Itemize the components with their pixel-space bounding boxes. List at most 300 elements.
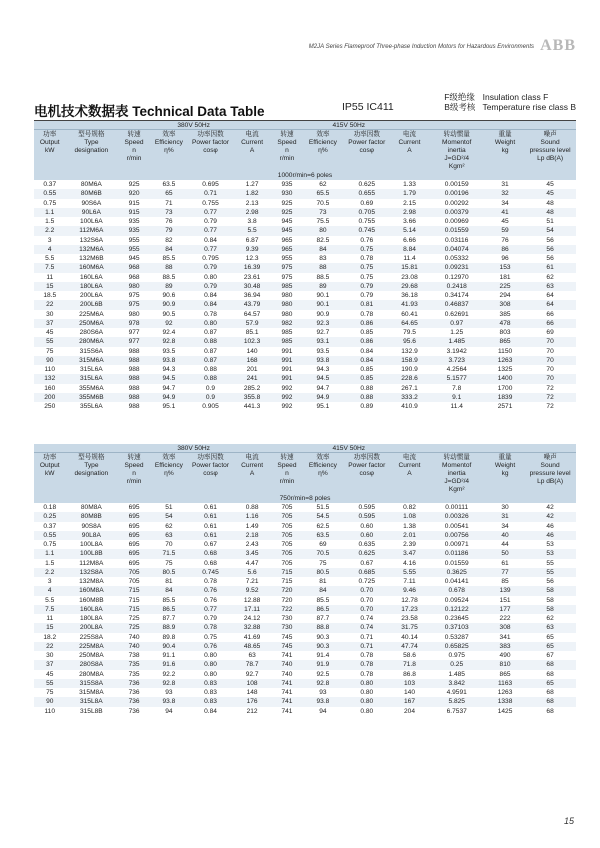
table-cell: 91.6 — [151, 660, 187, 669]
table-cell: 2.13 — [245, 199, 259, 207]
table-cell: 7.5 — [34, 263, 65, 272]
table-cell: 65 — [546, 633, 554, 641]
table-cell: 4.16 — [403, 559, 416, 567]
table-row — [34, 236, 576, 245]
table-cell: 988 — [117, 393, 151, 402]
col-header-current — [234, 130, 270, 172]
table-cell: 0.61 — [187, 512, 234, 521]
table-cell: 0.65825 — [427, 642, 485, 651]
table-cell: 62 — [546, 615, 554, 623]
table-cell: 64 — [546, 292, 554, 300]
voltage-blank — [34, 444, 117, 453]
table-cell: 333.2 — [392, 393, 428, 402]
col-header-line: 功率因数 — [353, 454, 380, 461]
table-cell: 705 — [270, 512, 304, 521]
table-cell: 86.5 — [151, 605, 187, 614]
table-cell: 0.04141 — [444, 578, 469, 586]
table-cell: 158.9 — [392, 356, 428, 365]
table-cell: 0.625 — [342, 549, 391, 558]
table-cell: 0.71 — [360, 633, 374, 641]
col-header-line: Power factor — [192, 139, 230, 146]
table-cell: 740 — [281, 670, 293, 678]
poles-label: 1000r/min=6 poles — [34, 171, 576, 180]
table-cell: 70 — [165, 541, 173, 549]
table-cell: 865 — [499, 670, 511, 678]
table-cell: 3.66 — [403, 218, 416, 226]
table-cell: 945 — [128, 255, 140, 263]
temprise-en: Temperature rise class B — [482, 102, 576, 112]
col-header-line: Current — [398, 462, 421, 469]
table-cell: 0.85 — [360, 329, 374, 337]
table-6-poles — [34, 121, 576, 411]
table-cell: 63 — [524, 282, 576, 291]
col-header-line: 电流 — [402, 454, 417, 461]
page-title: 电机技术数据表 Technical Data Table — [34, 104, 265, 119]
table-cell: 225 — [486, 282, 524, 291]
table-cell: 75 — [319, 559, 327, 567]
table-cell: 695 — [128, 504, 140, 512]
table-cell: 0.75 — [360, 273, 374, 281]
table-cell: 0.78 — [204, 310, 217, 318]
table-cell: 0.625 — [358, 181, 376, 189]
table-cell: 92.8 — [151, 679, 187, 688]
table-cell: 73 — [304, 208, 342, 217]
table-cell: 0.70 — [342, 605, 391, 614]
col-header-line: 转速 — [280, 454, 294, 461]
table-cell: 930 — [270, 189, 304, 198]
table-cell: 204 — [403, 707, 415, 715]
table-cell: 315L6A — [65, 374, 117, 383]
table-cell: 73 — [151, 208, 187, 217]
table-cell: 0.78 — [187, 623, 234, 632]
table-cell: 3 — [47, 578, 52, 586]
table-cell: 85.5 — [316, 596, 330, 604]
table-cell: 66 — [546, 310, 554, 318]
table-cell: 40 — [486, 531, 524, 540]
col-header-line: A — [249, 147, 255, 154]
table-cell: 1150 — [497, 347, 513, 355]
table-cell: 5.5 — [45, 255, 55, 263]
table-cell: 77 — [486, 568, 524, 577]
table-cell: 988 — [128, 384, 140, 392]
table-cell: 925 — [128, 181, 140, 189]
table-row — [34, 180, 576, 189]
table-cell: 92.5 — [316, 670, 330, 678]
table-cell: 110 — [44, 707, 55, 715]
table-cell: 715 — [128, 596, 140, 604]
col-header-output — [34, 130, 65, 172]
table-cell: 975 — [270, 263, 304, 272]
table-cell: 91.1 — [162, 652, 176, 660]
col-header-line: n — [285, 147, 289, 154]
table-row — [34, 512, 576, 521]
table-cell: 88 — [304, 263, 342, 272]
table-row — [34, 596, 576, 605]
table-cell: 132M6B — [79, 255, 104, 263]
table-cell: 63.5 — [304, 531, 342, 540]
table-cell: 0.09524 — [444, 596, 469, 604]
table-cell: 80M8B — [65, 512, 117, 521]
table-cell: 0.37103 — [427, 623, 485, 632]
col-header-inertia — [427, 130, 485, 172]
table-cell: 75 — [46, 347, 54, 355]
table-cell: 92.4 — [162, 329, 176, 337]
col-header-noise — [524, 130, 576, 172]
table-cell: 0.89 — [360, 403, 374, 411]
table-cell: 0.00971 — [444, 541, 469, 549]
col-header-line: η% — [164, 470, 174, 477]
table-cell: 0.80 — [342, 679, 391, 688]
table-cell: 69 — [546, 329, 554, 337]
table-cell: 75 — [165, 559, 173, 567]
table-cell: 0.55 — [34, 189, 65, 198]
table-row — [34, 614, 576, 623]
table-cell: 0.71 — [187, 189, 234, 198]
table-cell: 977 — [117, 337, 151, 346]
table-cell: 9.46 — [392, 586, 428, 595]
col-header-line: η% — [318, 147, 328, 154]
table-cell: 0.655 — [342, 189, 391, 198]
table-cell: 0.745 — [342, 226, 391, 235]
table-row — [34, 559, 576, 568]
col-header-pf — [342, 130, 391, 172]
table-cell: 11 — [46, 615, 54, 623]
table-cell: 705 — [281, 559, 293, 567]
table-cell: 41 — [486, 208, 524, 217]
table-cell: 315L8B — [79, 707, 103, 715]
table-cell: 0.00541 — [444, 522, 469, 530]
col-header-line: r/min — [279, 478, 295, 485]
table-cell: 90.3 — [316, 633, 330, 641]
table-cell: 18.2 — [43, 633, 57, 641]
table-row — [34, 679, 576, 688]
col-header-pf — [187, 130, 234, 172]
table-cell: 79.5 — [403, 329, 416, 337]
col-header-line: r/min — [126, 155, 142, 162]
col-header-output — [34, 453, 65, 495]
table-cell: 0.725 — [358, 578, 376, 586]
table-cell: 695 — [117, 512, 151, 521]
col-header-line: Momentof — [442, 139, 472, 146]
table-cell: 0.76 — [187, 586, 234, 595]
table-cell: 695 — [128, 541, 140, 549]
table-cell: 865 — [486, 337, 524, 346]
table-row — [34, 586, 576, 595]
table-cell: 0.2418 — [427, 282, 485, 291]
voltage-380: 380V 50Hz — [117, 121, 270, 130]
table-cell: 90.6 — [162, 292, 176, 300]
table-cell: 715 — [270, 568, 304, 577]
col-header-line: 功率 — [43, 454, 57, 461]
table-cell: 48.65 — [234, 642, 270, 651]
table-cell: 94 — [165, 707, 173, 715]
table-cell: 705 — [270, 531, 304, 540]
table-cell: 2.15 — [403, 199, 416, 207]
table-cell: 65 — [524, 642, 576, 651]
table-cell: 132 — [34, 374, 65, 383]
col-header-line: 功率因数 — [197, 131, 224, 138]
table-row — [34, 688, 576, 697]
table-cell: 2.01 — [392, 531, 428, 540]
table-cell: 988 — [128, 366, 140, 374]
table-cell: 741 — [281, 707, 293, 715]
table-row — [34, 328, 576, 337]
table-row — [34, 503, 576, 512]
table-cell: 1700 — [497, 384, 513, 392]
table-cell: 92.3 — [304, 319, 342, 328]
table-cell: 70 — [524, 374, 576, 383]
table-cell: 441.3 — [243, 403, 261, 411]
table-cell: 68 — [546, 707, 554, 715]
table-row — [34, 623, 576, 632]
col-header-line: 型号规格 — [78, 454, 105, 461]
table-cell: 0.84 — [204, 292, 217, 300]
table-cell: 3.723 — [427, 356, 485, 365]
table-cell: 94.3 — [316, 366, 330, 374]
table-cell: 985 — [270, 282, 304, 291]
table-cell: 1425 — [497, 707, 513, 715]
table-cell: 0.87 — [187, 356, 234, 365]
table-cell: 34 — [501, 199, 509, 207]
table-cell: 5.6 — [234, 568, 270, 577]
table-cell: 7.5 — [34, 605, 65, 614]
table-cell: 0.75 — [43, 541, 57, 549]
table-cell: 94.7 — [162, 384, 176, 392]
table-cell: 112M8A — [79, 559, 104, 567]
table-cell: 79 — [151, 226, 187, 235]
table-cell: 740 — [128, 633, 140, 641]
table-cell: 2.43 — [245, 541, 259, 549]
table-cell: 17.23 — [392, 605, 428, 614]
table-cell: 2.2 — [34, 568, 65, 577]
table-cell: 1263 — [486, 356, 524, 365]
table-cell: 88 — [151, 263, 187, 272]
table-cell: 0.00969 — [444, 218, 469, 226]
col-header-line: 功率 — [43, 131, 57, 138]
table-cell: 66 — [524, 319, 576, 328]
table-cell: 41.69 — [243, 633, 261, 641]
table-cell: 0.80 — [360, 689, 374, 697]
table-cell: 48 — [524, 208, 576, 217]
table-cell: 383 — [486, 642, 524, 651]
table-cell: 23.61 — [243, 273, 261, 281]
table-cell: 280M8A — [79, 670, 104, 678]
table-cell: 4.47 — [245, 559, 259, 567]
table-cell: 267.1 — [401, 384, 418, 392]
table-cell: 57.9 — [234, 319, 270, 328]
table-cell: 103 — [392, 679, 428, 688]
table-cell: 0.83 — [204, 689, 217, 697]
table-cell: 0.755 — [358, 218, 376, 226]
table-cell: 0.79 — [204, 615, 217, 623]
abb-logo: ABB — [540, 37, 576, 54]
table-cell: 56 — [546, 578, 554, 586]
table-cell: 0.00159 — [444, 181, 469, 189]
section2-table — [34, 444, 576, 716]
table-cell: 151 — [499, 596, 511, 604]
table-cell: 15.81 — [392, 263, 428, 272]
table-cell: 1325 — [497, 366, 513, 374]
table-cell: 72 — [524, 393, 576, 402]
table-cell: 45 — [524, 189, 576, 198]
table-cell: 0.25 — [427, 660, 485, 669]
table-cell: 705 — [281, 504, 293, 512]
table-cell: 741 — [281, 689, 293, 697]
table-row — [34, 707, 576, 716]
col-header-line: 转速 — [280, 131, 294, 138]
table-cell: 980 — [270, 300, 304, 309]
table-cell: 720 — [281, 596, 293, 604]
table-cell: 1163 — [486, 679, 524, 688]
table-cell: 55 — [34, 337, 65, 346]
table-cell: 410.9 — [401, 403, 418, 411]
table-row — [34, 577, 576, 586]
table-cell: 0.84 — [187, 300, 234, 309]
table-cell: 730 — [270, 623, 304, 632]
table-cell: 63 — [524, 623, 576, 632]
table-cell: 0.9 — [187, 393, 234, 402]
col-header-pf — [342, 453, 391, 495]
table-cell: 0.80 — [204, 670, 217, 678]
table-cell: 62.5 — [316, 522, 330, 530]
table-cell: 0.68 — [187, 549, 234, 558]
table-cell: 0.79 — [204, 218, 217, 226]
table-cell: 93 — [165, 689, 173, 697]
table-cell: 64.57 — [243, 310, 261, 318]
table-cell: 0.595 — [358, 504, 376, 512]
table-cell: 140 — [246, 347, 258, 355]
table-cell: 93.5 — [162, 347, 176, 355]
table-row — [34, 226, 576, 235]
table-cell: 160M8B — [79, 596, 104, 604]
table-8-poles — [34, 444, 576, 716]
table-cell: 31 — [501, 181, 509, 189]
table-row — [34, 347, 576, 356]
table-cell: 250M6A — [65, 319, 117, 328]
col-header-line: 转速 — [127, 454, 141, 461]
table-cell: 0.745 — [187, 568, 234, 577]
table-cell: 0.595 — [342, 512, 391, 521]
table-cell: 11.4 — [450, 403, 463, 411]
table-cell: 975 — [128, 292, 140, 300]
table-cell: 90L8A — [65, 531, 117, 540]
table-cell: 90.3 — [304, 642, 342, 651]
table-cell: 148 — [246, 689, 258, 697]
col-header-line: pressure level — [529, 470, 571, 477]
table-cell: 6.66 — [403, 236, 416, 244]
table-cell: 71 — [165, 199, 173, 207]
table-cell: 54 — [524, 226, 576, 235]
table-cell: 180L8A — [79, 615, 103, 623]
table-cell: 308 — [486, 300, 524, 309]
table-cell: 0.79 — [360, 292, 374, 300]
table-cell: 53 — [546, 541, 554, 549]
col-header-line: r/min — [126, 478, 142, 485]
table-row — [34, 365, 576, 374]
table-cell: 3 — [47, 236, 52, 244]
table-cell: 22 — [34, 300, 65, 309]
table-cell: 0.80 — [187, 660, 234, 669]
table-cell: 68 — [524, 660, 576, 669]
col-header-line: Efficiency — [308, 139, 337, 146]
table-cell: 0.76 — [187, 642, 234, 651]
table-cell: 715 — [117, 586, 151, 595]
table-cell: 0.88 — [245, 504, 259, 512]
col-header-line: Efficiency — [154, 139, 183, 146]
table-cell: 0.05332 — [444, 255, 469, 263]
table-cell: 190.9 — [401, 366, 418, 374]
table-cell: 93.8 — [304, 697, 342, 706]
table-cell: 132M6A — [65, 245, 117, 254]
table-cell: 132S6A — [79, 236, 104, 244]
col-header-line: 重量 — [498, 454, 512, 461]
table-cell: 0.00756 — [427, 531, 485, 540]
col-header-line: Current — [241, 139, 264, 146]
table-cell: 32 — [486, 189, 524, 198]
col-header-line: 噪声 — [543, 454, 557, 461]
table-cell: 736 — [128, 689, 140, 697]
col-header-line: inertia — [447, 147, 466, 154]
col-header-type — [65, 453, 117, 495]
col-header-current — [234, 453, 270, 495]
table-row — [34, 217, 576, 226]
table-cell: 0.83 — [187, 679, 234, 688]
table-cell: 925 — [270, 208, 304, 217]
col-header-line: 转速 — [127, 131, 141, 138]
table-cell: 1.38 — [403, 522, 416, 530]
table-cell: 90.1 — [304, 300, 342, 309]
table-cell: 11.4 — [403, 255, 416, 263]
table-cell: 725 — [117, 623, 151, 632]
table-cell: 991 — [270, 374, 304, 383]
table-row — [34, 273, 576, 282]
table-cell: 37 — [34, 660, 65, 669]
table-cell: 0.00292 — [444, 199, 469, 207]
insulation-cn: F级绝缘 — [444, 92, 475, 102]
table-cell: 64 — [524, 300, 576, 309]
table-cell: 80M6B — [65, 189, 117, 198]
table-cell: 6.87 — [245, 236, 259, 244]
table-row — [34, 633, 576, 642]
table-row — [34, 568, 576, 577]
table-cell: 2.39 — [403, 541, 416, 549]
table-cell: 5.5 — [45, 596, 55, 604]
table-cell: 705 — [128, 578, 140, 586]
table-cell: 988 — [128, 347, 140, 355]
table-cell: 0.71 — [342, 642, 391, 651]
temprise-cn: B级考核 — [444, 102, 476, 112]
table-cell: 0.01559 — [444, 559, 469, 567]
table-cell: 478 — [486, 319, 524, 328]
table-row — [34, 393, 576, 402]
table-row — [34, 337, 576, 346]
table-cell: 745 — [281, 633, 293, 641]
table-row — [34, 263, 576, 272]
col-header-line: cosφ — [203, 470, 218, 477]
col-header-line: Speed — [124, 462, 144, 469]
table-cell: 0.46837 — [427, 300, 485, 309]
table-cell: 1839 — [486, 393, 524, 402]
table-row — [34, 651, 576, 660]
table-cell: 0.88 — [187, 337, 234, 346]
col-header-line: 电流 — [245, 454, 259, 461]
table-cell: 0.61 — [187, 531, 234, 540]
table-cell: 0.905 — [202, 403, 219, 411]
table-cell: 1.16 — [234, 512, 270, 521]
table-cell: 140 — [403, 689, 415, 697]
table-cell: 96 — [501, 255, 509, 263]
table-cell: 7.11 — [403, 578, 416, 586]
